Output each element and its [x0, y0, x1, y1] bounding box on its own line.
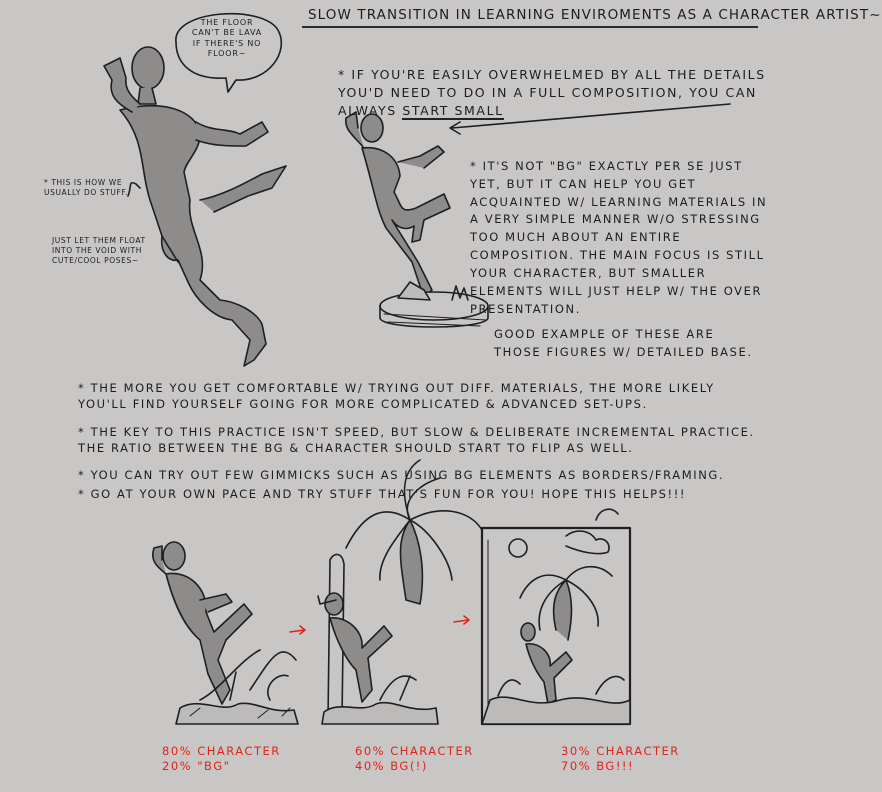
tip-start-small-text: * IF YOU'RE EASILY OVERWHELMED BY ALL THE DETAILS YOU'D NEED TO DO IN A FULL COMPOSITION, YOU CAN ALWAYS — [338, 67, 766, 118]
panel-1-sketch — [153, 542, 298, 724]
ratio-label-1 — [162, 744, 281, 774]
ratio-3-character: 30% CHARACTER — [561, 744, 680, 758]
ratio-2-character: 60% CHARACTER — [355, 744, 474, 758]
side-note-float: JUST LET THEM FLOAT INTO THE VOID WITH CUTE/COOL POSES~ — [52, 236, 146, 266]
panel-3-sketch — [482, 509, 630, 724]
ratio-2-bg: 40% BG(!) — [355, 758, 428, 773]
bullet-item: * GO AT YOUR OWN PACE AND TRY STUFF THAT'S FUN FOR YOU! HOPE THIS HELPS!!! — [78, 486, 687, 501]
ratio-3-bg: 70% BG!!! — [561, 758, 635, 773]
tip-start-small — [338, 66, 768, 119]
side-note-how-we-do: * THIS IS HOW WE USUALLY DO STUFF. — [44, 178, 129, 198]
figure-floating — [104, 47, 286, 366]
ratio-label-3 — [561, 744, 680, 774]
bullet-item: * THE MORE YOU GET COMFORTABLE W/ TRYING OUT DIFF. MATERIALS, THE MORE LIKELY YOU'LL FIND YOURSELF GOING FOR MORE COMPLICATED & ADVANCED SET-UPS. — [78, 381, 715, 412]
speech-bubble-text: THE FLOOR CAN'T BE LAVA IF THERE'S NO FLOOR~ — [191, 18, 263, 59]
figure-on-base — [346, 112, 488, 327]
bullet-list — [78, 380, 768, 513]
tip-example: GOOD EXAMPLE OF THESE ARE THOSE FIGURES W/ DETAILED BASE. — [494, 327, 753, 359]
ratio-1-character: 80% CHARACTER — [162, 744, 281, 758]
ratio-label-2 — [355, 744, 474, 774]
tip-bg: * IT'S NOT "BG" EXACTLY PER SE JUST YET, BUT IT CAN HELP YOU GET ACQUAINTED W/ LEARNING MATERIALS IN A VERY SIMPLE MANNER W/O STRESSING TOO MUCH ABOUT AN ENTIRE COMPOSITION. THE MAIN FOCUS IS STILL YOUR CHARACTER, BUT SMALLER ELEMENTS WILL JUST HELP W/ THE OVER PRESENTATION. — [470, 159, 768, 316]
page-title: SLOW TRANSITION IN LEARNING ENVIROMENTS AS A CHARACTER ARTIST~ — [308, 7, 882, 23]
bullet-item: * YOU CAN TRY OUT FEW GIMMICKS SUCH AS USING BG ELEMENTS AS BORDERS/FRAMING. — [78, 468, 725, 483]
start-small-highlight: START SMALL — [402, 102, 504, 118]
ratio-1-bg: 20% "BG" — [162, 758, 231, 773]
bullet-item: * THE KEY TO THIS PRACTICE ISN'T SPEED, BUT SLOW & DELIBERATE INCREMENTAL PRACTICE. THE RATIO BETWEEN THE BG & CHARACTER SHOULD START TO FLIP AS WELL. — [78, 424, 755, 455]
